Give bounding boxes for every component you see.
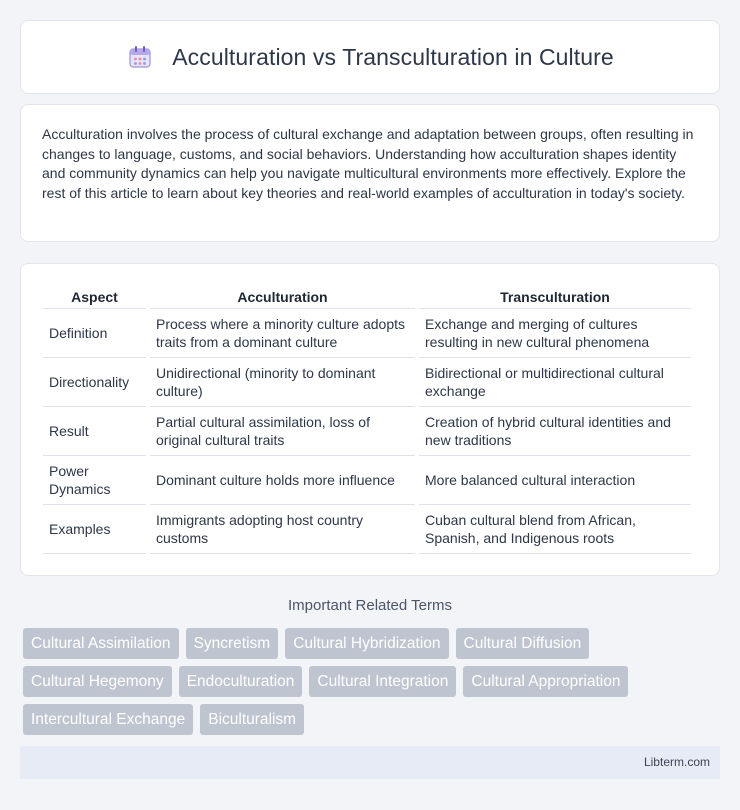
cell-acculturation: Immigrants adopting host country customs <box>150 505 415 554</box>
cell-acculturation: Unidirectional (minority to dominant culture) <box>150 358 415 407</box>
intro-card <box>20 104 720 242</box>
cell-transculturation: Creation of hybrid cultural identities and new traditions <box>419 407 691 456</box>
comparison-table <box>39 284 695 554</box>
table-row <box>43 505 691 554</box>
cell-aspect: Result <box>43 407 146 456</box>
cell-transculturation: More balanced cultural interaction <box>419 456 691 505</box>
comparison-table-card <box>20 263 720 576</box>
table-row <box>43 358 691 407</box>
intro-paragraph: Acculturation involves the process of cultural exchange and adaptation between groups, often resulting in changes to language, customs, and social behaviors. Understanding how acculturation shapes identity and community dynamics can help you navigate multicultural environments more effectively. Explore the rest of this article to learn about key theories and real-world examples of acculturation in today's society. <box>42 126 694 201</box>
related-terms-list <box>23 628 723 735</box>
related-terms-title: Important Related Terms <box>288 597 452 614</box>
page-title: Acculturation vs Transculturation in Culture <box>172 43 614 70</box>
calendar-icon <box>126 43 154 71</box>
header-aspect: Aspect <box>43 284 146 309</box>
cell-aspect: Power Dynamics <box>43 456 146 505</box>
footer-site-link[interactable]: Libterm.com <box>643 755 710 769</box>
table-header-row <box>43 284 691 309</box>
cell-acculturation: Process where a minority culture adopts traits from a dominant culture <box>150 309 415 358</box>
cell-transculturation: Exchange and merging of cultures resulting in new cultural phenomena <box>419 309 691 358</box>
related-term-tag[interactable]: Cultural Diffusion <box>456 628 590 659</box>
related-term-tag[interactable]: Cultural Appropriation <box>463 666 628 697</box>
cell-transculturation: Cuban cultural blend from African, Spanish, and Indigenous roots <box>419 505 691 554</box>
header-transculturation: Transculturation <box>419 284 691 309</box>
header-acculturation: Acculturation <box>150 284 415 309</box>
cell-aspect: Directionality <box>43 358 146 407</box>
cell-acculturation: Partial cultural assimilation, loss of original cultural traits <box>150 407 415 456</box>
related-term-tag[interactable]: Cultural Hegemony <box>23 666 172 697</box>
title-card <box>20 20 720 94</box>
related-term-tag[interactable]: Cultural Hybridization <box>285 628 448 659</box>
table-row <box>43 407 691 456</box>
related-term-tag[interactable]: Cultural Integration <box>309 666 456 697</box>
related-term-tag[interactable]: Cultural Assimilation <box>23 628 179 659</box>
cell-aspect: Definition <box>43 309 146 358</box>
table-row <box>43 456 691 505</box>
cell-transculturation: Bidirectional or multidirectional cultural exchange <box>419 358 691 407</box>
related-term-tag[interactable]: Intercultural Exchange <box>23 704 193 735</box>
cell-acculturation: Dominant culture holds more influence <box>150 456 415 505</box>
table-row <box>43 309 691 358</box>
related-term-tag[interactable]: Syncretism <box>186 628 279 659</box>
cell-aspect: Examples <box>43 505 146 554</box>
footer <box>20 746 720 779</box>
related-term-tag[interactable]: Biculturalism <box>200 704 304 735</box>
related-term-tag[interactable]: Endoculturation <box>179 666 303 697</box>
